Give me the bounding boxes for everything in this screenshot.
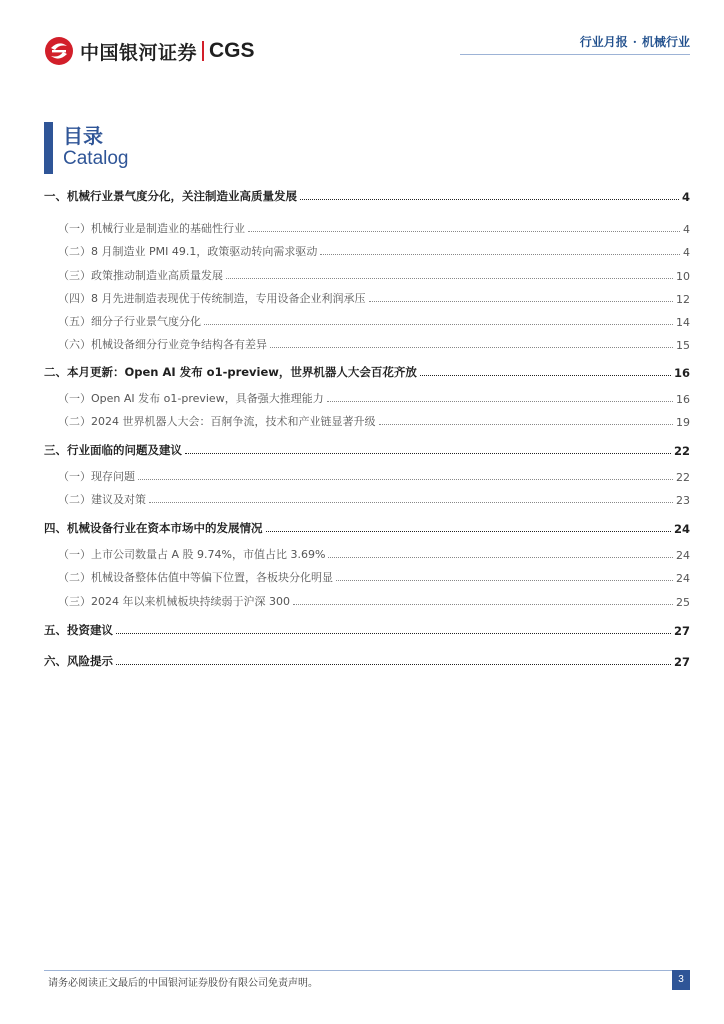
toc-subsection-entry[interactable] [44,267,690,283]
toc-entry-title: （五）细分子行业景气度分化 [58,315,201,328]
report-type: 行业月报 [579,35,628,49]
toc-entry-title: （一）Open AI 发布 o1-preview，具备强大推理能力 [58,392,324,405]
toc-subsection-entry[interactable] [44,220,690,236]
toc-dot-leader [248,231,680,232]
toc-dot-leader [149,502,673,503]
footer-disclaimer: 请务必阅读正文最后的中国银河证券股份有限公司免责声明。 [48,978,318,989]
toc-subsection-entry[interactable] [44,313,690,329]
page-title: 目录 [63,124,103,148]
logo-chinese-name: 中国银河证券 [80,41,198,64]
toc-entry-page: 23 [676,494,690,507]
toc-entry-title: 二、本月更新：Open AI 发布 o1-preview，世界机器人大会百花齐放 [44,365,417,379]
toc-entry-page: 16 [673,366,690,380]
report-sector: 机械行业 [641,35,690,49]
toc-dot-leader [379,424,674,425]
toc-entry-page: 22 [673,444,690,458]
toc-dot-leader [266,531,671,532]
toc-entry-page: 24 [676,572,690,585]
toc-subsection-entry[interactable] [44,243,690,259]
toc-entry-title: 六、风险提示 [44,654,113,668]
toc-entry-page: 4 [681,190,690,204]
toc-subsection-entry[interactable] [44,290,690,306]
toc-entry-title: （四）8 月先进制造表现优于传统制造，专用设备企业利润承压 [58,292,366,305]
toc-section-entry[interactable] [44,653,690,669]
page-number: 3 [672,970,690,990]
toc-dot-leader [270,347,673,348]
toc-section-entry[interactable] [44,442,690,458]
toc-entry-page: 15 [676,339,690,352]
toc-entry-title: （一）现存问题 [58,470,135,483]
toc-entry-page: 24 [673,522,690,536]
toc-entry-page: 16 [676,393,690,406]
toc-entry-title: （二）2024 世界机器人大会：百舸争流，技术和产业链显著升级 [58,415,376,428]
toc-dot-leader [328,557,673,558]
toc-section-entry[interactable] [44,188,690,204]
toc-subsection-entry[interactable] [44,468,690,484]
toc-entry-page: 25 [676,596,690,609]
toc-entry-page: 10 [676,270,690,283]
toc-entry-title: （六）机械设备细分行业竞争结构各有差异 [58,338,267,351]
toc-entry-title: 三、行业面临的问题及建议 [44,443,182,457]
toc-dot-leader [320,254,680,255]
toc-dot-leader [336,580,673,581]
toc-dot-leader [204,324,673,325]
header-separator: · [632,35,637,49]
toc-entry-page: 27 [673,655,690,669]
logo-divider [202,41,204,61]
toc-entry-title: 五、投资建议 [44,623,113,637]
cgs-logo-icon [44,36,74,66]
toc-subsection-entry[interactable] [44,491,690,507]
toc-dot-leader [293,604,673,605]
toc-entry-page: 14 [676,316,690,329]
toc-entry-title: 四、机械设备行业在资本市场中的发展情况 [44,521,263,535]
page-subtitle: Catalog [63,148,129,169]
toc-dot-leader [116,664,671,665]
toc-dot-leader [369,301,674,302]
report-category [580,33,690,50]
toc-subsection-entry[interactable] [44,546,690,562]
company-logo [44,36,255,66]
toc-entry-title: （一）机械行业是制造业的基础性行业 [58,222,245,235]
toc-subsection-entry[interactable] [44,390,690,406]
toc-entry-title: （三）政策推动制造业高质量发展 [58,269,223,282]
toc-entry-page: 4 [683,246,690,259]
toc-dot-leader [226,278,673,279]
toc-dot-leader [138,479,673,480]
toc-entry-page: 12 [676,293,690,306]
toc-dot-leader [420,375,671,376]
toc-subsection-entry[interactable] [44,413,690,429]
toc-dot-leader [116,633,671,634]
toc-entry-title: （二）机械设备整体估值中等偏下位置，各板块分化明显 [58,571,333,584]
footer-rule [44,970,690,971]
toc-entry-page: 4 [683,223,690,236]
title-accent-bar [44,122,53,174]
toc-dot-leader [185,453,671,454]
toc-dot-leader [327,401,673,402]
toc-section-entry[interactable] [44,520,690,536]
header-rule [460,54,690,55]
toc-entry-title: （三）2024 年以来机械板块持续弱于沪深 300 [58,595,290,608]
toc-entry-title: 一、机械行业景气度分化，关注制造业高质量发展 [44,189,297,203]
toc-subsection-entry[interactable] [44,593,690,609]
toc-section-entry[interactable] [44,622,690,638]
toc-entry-title: （二）建议及对策 [58,493,146,506]
toc-entry-page: 27 [673,624,690,638]
toc-entry-page: 19 [676,416,690,429]
toc-entry-title: （一）上市公司数量占 A 股 9.74%，市值占比 3.69% [58,548,326,561]
toc-entry-page: 24 [676,549,690,562]
toc-entry-title: （二）8 月制造业 PMI 49.1，政策驱动转向需求驱动 [58,245,318,258]
toc-dot-leader [300,199,679,200]
toc-entry-page: 22 [676,471,690,484]
logo-english-name: CGS [209,39,255,62]
toc-subsection-entry[interactable] [44,336,690,352]
toc-section-entry[interactable] [44,364,690,380]
toc-subsection-entry[interactable] [44,569,690,585]
